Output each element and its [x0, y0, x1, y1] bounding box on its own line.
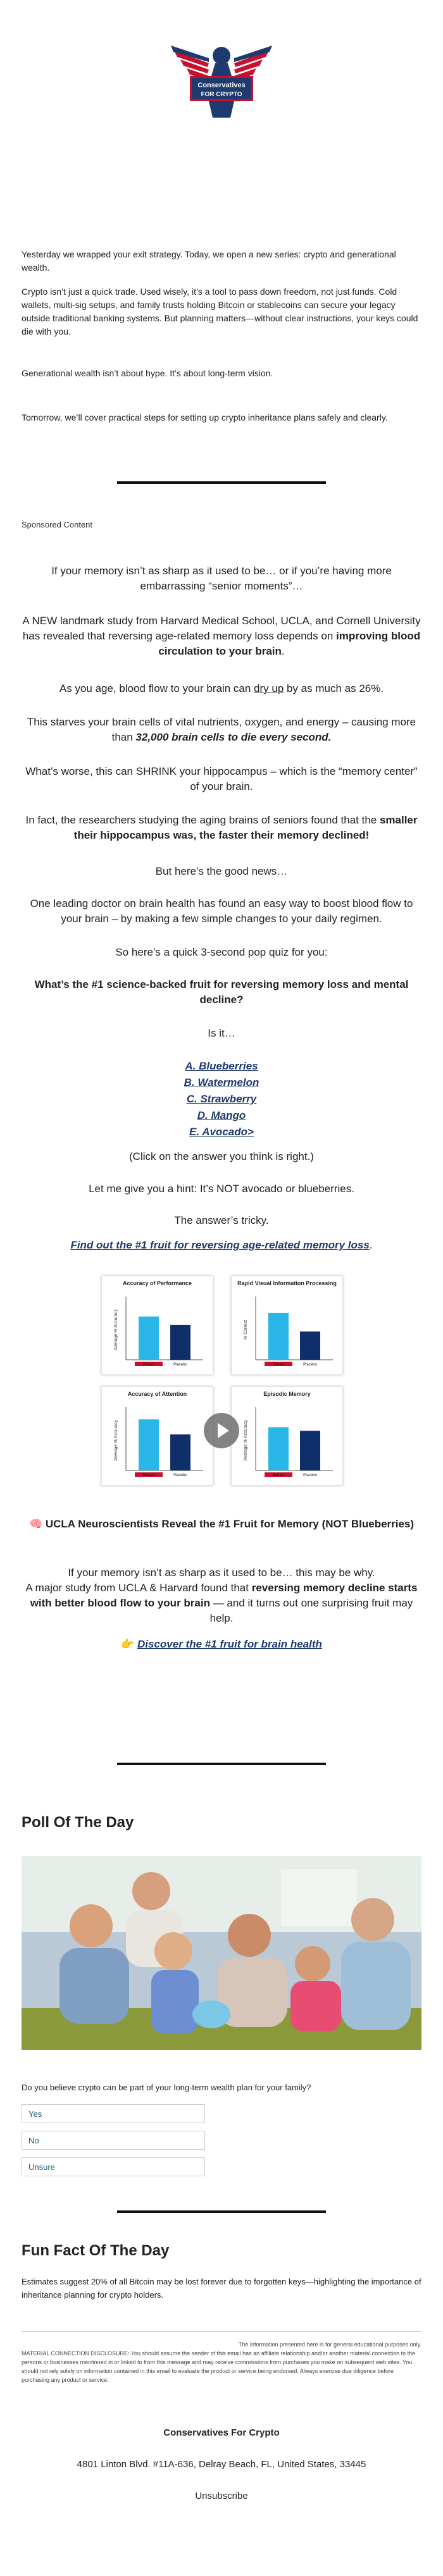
quiz-question: What’s the #1 science-backed fruit for reversing memory loss and mental decline? [34, 978, 409, 1006]
ad-headline: 🧠 UCLA Neuroscientists Reveal the #1 Fruit for Memory (NOT Blueberries) [28, 1518, 415, 1530]
pointing-hand-icon: 👉 [121, 1638, 135, 1650]
footer-address: 4801 Linton Blvd. #11A-636, Delray Beach, FL, United States, 33445 [77, 2459, 366, 2470]
chart-card [231, 1386, 343, 1486]
chart-title: Accuracy of Attention [127, 1391, 187, 1397]
play-icon[interactable] [204, 1413, 239, 1448]
poll-option-unsure[interactable]: Unsure [22, 2157, 205, 2176]
sponsored-label: Sponsored Content [22, 520, 93, 529]
bar-extract [268, 1313, 289, 1360]
poll-option-no[interactable]: No [22, 2131, 205, 2150]
chart-card [231, 1276, 343, 1375]
logo-text-line2: FOR CRYPTO [201, 91, 242, 98]
unsubscribe-link[interactable]: Unsubscribe [195, 2491, 248, 2501]
click-note: (Click on the answer you think is right.) [129, 1150, 314, 1162]
intro-paragraph-3: Generational wealth isn’t about hype. It’s about long-term vision. [22, 368, 273, 378]
x-tick-label: Placebo [303, 1474, 317, 1477]
chart-title: Rapid Visual Information Processing [237, 1280, 337, 1286]
ad-paragraph-7: But here’s the good news… [155, 865, 288, 877]
family-photo [22, 1856, 421, 2050]
fun-fact-title: Fun Fact Of The Day [22, 2242, 170, 2259]
brand-logo[interactable] [171, 38, 272, 120]
x-tick-label: Extract [272, 1474, 285, 1477]
quiz-option-e[interactable]: E. Avocado> [189, 1126, 254, 1138]
ad-emphasis: improving blood circulation to your brain [158, 630, 421, 657]
bar-chart [232, 1276, 342, 1374]
x-tick-label: Extract [142, 1474, 155, 1477]
brain-icon: 🧠 [28, 1518, 43, 1530]
ad-body-2: A major study from UCLA & Harvard found that reversing memory decline starts with better blood flow to your brain — and it turns out one surprising fruit may help. [25, 1582, 418, 1624]
ad-paragraph-3: As you age, blood flow to your brain can dry up by as much as 26%. [59, 682, 384, 694]
quiz-is-it: Is it… [208, 1027, 235, 1039]
x-tick-label: Placebo [173, 1363, 187, 1367]
study-charts-video[interactable] [101, 1276, 342, 1484]
intro-paragraph-4: Tomorrow, we’ll cover practical steps for setting up crypto inheritance plans safely and clearly. [22, 412, 388, 422]
bar-extract [268, 1427, 289, 1470]
ad-paragraph-8: One leading doctor on brain health has found an easy way to boost blood flow to your brain – by making a few simple changes to your daily regimen. [30, 897, 413, 925]
x-tick-label: Extract [142, 1363, 155, 1367]
quiz-options [22, 1058, 421, 1140]
y-axis-label: % Correct [244, 1319, 248, 1340]
disclosure-line-2: MATERIAL CONNECTION DISCLOSURE: You should assume the sender of this email has an affiliate relationship and/or another material connection to the persons or businesses mentioned in or linked to from this message and may receive commissions from purchases you make on subsequent web sites. You should not rely solely on information contained in this email to evaluate the product or service being endorsed. Always exercise due diligence before purchasing any product or service. [22, 2350, 416, 2383]
find-fruit-link[interactable]: Find out the #1 fruit for reversing age-related memory loss [70, 1239, 370, 1251]
poll-question: Do you believe crypto can be part of your long-term wealth plan for your family? [22, 2083, 311, 2092]
intro-paragraph-2: Crypto isn’t just a quick trade. Used wisely, it’s a tool to pass down freedom, not just funds. Cold wallets, multi-sig setups, and family trusts holding Bitcoin or stablecoins can secure your legacy outside traditional banking systems. But planning matters—without clear instructions, your keys could die with you. [22, 287, 418, 336]
intro-paragraph-1: Yesterday we wrapped your exit strategy. Today, we open a new series: crypto and generational wealth. [22, 249, 396, 273]
disclosure [22, 2340, 421, 2384]
chart-card [101, 1386, 213, 1486]
quiz-option-b[interactable]: B. Watermelon [184, 1076, 259, 1088]
poll-title: Poll Of The Day [22, 1814, 134, 1831]
bar-extract [139, 1317, 159, 1360]
ad-cta [22, 1637, 421, 1652]
section-divider [117, 2210, 326, 2213]
bar-placebo [170, 1434, 190, 1470]
tricky-text: The answer’s tricky. [174, 1214, 269, 1226]
eagle-logo-icon [171, 38, 272, 120]
find-fruit-paragraph: Find out the #1 fruit for reversing age-related memory loss. [70, 1239, 373, 1251]
ad-body-1: If your memory isn’t as sharp as it used to be… this may be why. [68, 1567, 375, 1579]
x-tick-label: Placebo [303, 1363, 317, 1367]
y-axis-label: Average % Accuracy [244, 1420, 248, 1461]
ad-paragraph-4: This starves your brain cells of vital nutrients, oxygen, and energy – causing more than 32,000 brain cells to die every second. [27, 716, 416, 743]
discover-fruit-link[interactable]: Discover the #1 fruit for brain health [137, 1638, 322, 1650]
bar-chart [102, 1387, 213, 1485]
family-photo-image [22, 1856, 421, 2050]
disclosure-line-1: The information presented here is for general educational purposes only. [238, 2341, 421, 2348]
ad-paragraph-5: What’s worse, this can SHRINK your hippocampus – which is the “memory center” of your brain. [25, 765, 418, 792]
chart-title: Episodic Memory [263, 1391, 311, 1397]
quiz-option-d[interactable]: D. Mango [197, 1109, 246, 1121]
logo-text-line1: Conservatives [197, 82, 246, 89]
ad-paragraph-1: If your memory isn’t as sharp as it used to be… or if you’re having more embarrassing “senior moments”… [51, 565, 392, 592]
ad-paragraph-6: In fact, the researchers studying the aging brains of seniors found that the smaller their hippocampus was, the faster their memory declined! [25, 814, 418, 841]
poll-option-yes[interactable]: Yes [22, 2104, 205, 2123]
y-axis-label: Average % Accuracy [114, 1420, 118, 1461]
bar-placebo [300, 1431, 320, 1470]
section-divider [117, 481, 326, 484]
quiz-option-c[interactable]: C. Strawberry [186, 1093, 257, 1105]
x-tick-label: Extract [272, 1363, 285, 1367]
y-axis-label: Average % Accuracy [114, 1309, 118, 1350]
ad-paragraph-9: So here’s a quick 3-second pop quiz for you: [115, 946, 328, 958]
bar-placebo [300, 1331, 320, 1360]
chart-card [101, 1276, 213, 1375]
ad-paragraph-2: A NEW landmark study from Harvard Medical School, UCLA, and Cornell University has revealed that reversing age-related memory loss depends on improving blood circulation to your brain. [22, 615, 421, 657]
hint-text: Let me give you a hint: It’s NOT avocado or blueberries. [89, 1183, 354, 1195]
footer-org: Conservatives For Crypto [163, 2427, 280, 2438]
bar-chart [102, 1276, 213, 1374]
bar-placebo [170, 1325, 190, 1360]
fun-fact-text: Estimates suggest 20% of all Bitcoin may be lost forever due to forgotten keys—highlighting the importance of inheritance planning for crypto holders. [22, 2277, 421, 2300]
x-tick-label: Placebo [173, 1474, 187, 1477]
chart-title: Accuracy of Performance [122, 1280, 192, 1286]
bar-chart [232, 1387, 342, 1485]
footer-divider [22, 2331, 421, 2332]
section-divider [117, 1763, 326, 1765]
quiz-option-a[interactable]: A. Blueberries [185, 1060, 258, 1072]
bar-extract [139, 1419, 159, 1470]
